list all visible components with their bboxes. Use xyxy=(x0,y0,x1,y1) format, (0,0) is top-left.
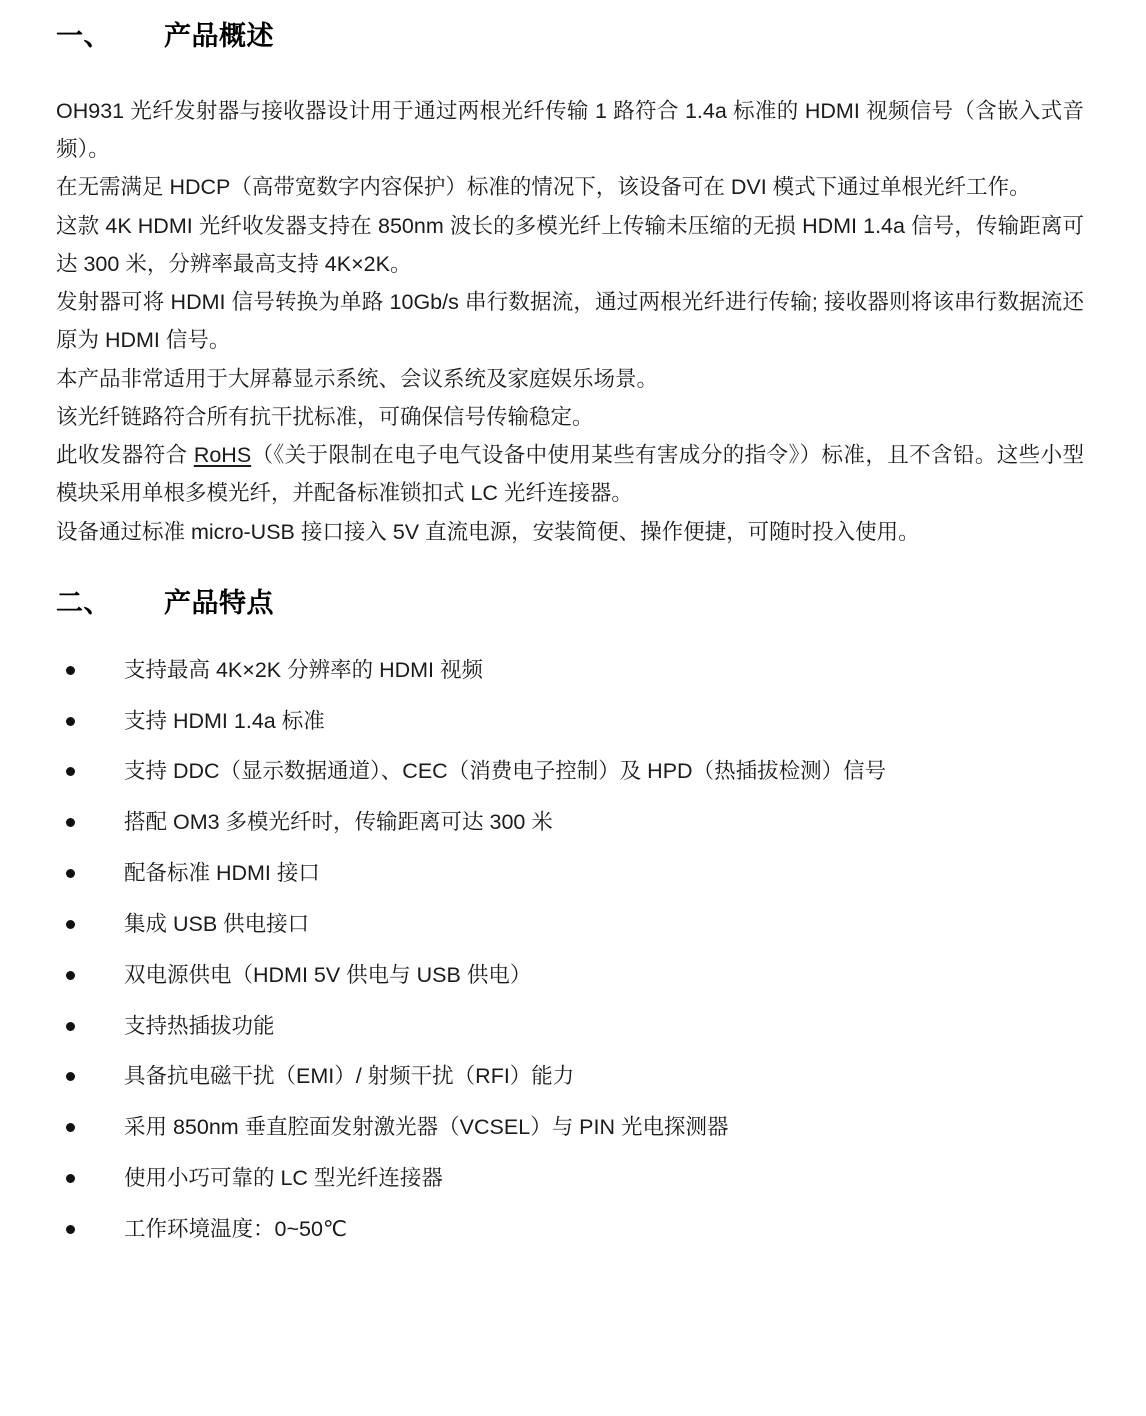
paragraph: 这款 4K HDMI 光纤收发器支持在 850nm 波长的多模光纤上传输未压缩的无损 HDMI 1.4a 信号，传输距离可达 300 米，分辨率最高支持 4K×2K。 xyxy=(56,213,1084,276)
paragraph: OH931 光纤发射器与接收器设计用于通过两根光纤传输 1 路符合 1.4a 标准的 HDMI 视频信号（含嵌入式音频）。 xyxy=(56,98,1084,162)
section-title: 产品特点 xyxy=(164,587,274,618)
list-item-label: 具备抗电磁干扰（EMI）/ 射频干扰（RFI）能力 xyxy=(124,1064,575,1089)
section-heading-overview xyxy=(56,18,1084,56)
overview-paragraphs xyxy=(56,92,1084,551)
list-item-label: 集成 USB 供电接口 xyxy=(124,911,310,936)
list-item-label: 工作环境温度：0~50℃ xyxy=(124,1216,348,1241)
bullet-dot-icon xyxy=(56,907,124,929)
section-number: 二、 xyxy=(56,587,111,618)
features-list xyxy=(56,653,1084,1247)
list-item-label: 使用小巧可靠的 LC 型光纤连接器 xyxy=(124,1166,443,1191)
list-item-label: 采用 850nm 垂直腔面发射激光器（VCSEL）与 PIN 光电探测器 xyxy=(124,1115,729,1140)
paragraph: 在无需满足 HDCP（高带宽数字内容保护）标准的情况下，该设备可在 DVI 模式下通过单根光纤工作。 xyxy=(56,175,1031,200)
section-heading-features xyxy=(56,585,1084,623)
paragraph: 本产品非常适用于大屏幕显示系统、会议系统及家庭娱乐场景。 xyxy=(56,366,659,391)
list-item-label: 支持热插拔功能 xyxy=(124,1013,275,1038)
bullet-dot-icon xyxy=(56,754,124,776)
bullet-dot-icon xyxy=(56,1161,124,1183)
list-item-label: 支持 DDC（显示数据通道）、CEC（消费电子控制）及 HPD（热插拔检测）信号 xyxy=(124,759,887,784)
list-item xyxy=(56,805,1084,840)
bullet-dot-icon xyxy=(56,1212,124,1234)
paragraph: 设备通过标准 micro-USB 接口接入 5V 直流电源，安装简便、操作便捷，可随时投入使用。 xyxy=(56,519,920,544)
paragraph: 发射器可将 HDMI 信号转换为单路 10Gb/s 串行数据流，通过两根光纤进行传输; 接收器则将该串行数据流还原为 HDMI 信号。 xyxy=(56,290,1084,353)
list-item-label: 搭配 OM3 多模光纤时，传输距离可达 300 米 xyxy=(124,810,553,835)
list-item-label: 配备标准 HDMI 接口 xyxy=(124,861,320,886)
paragraph-rohs: 此收发器符合 RoHS（《关于限制在电子电气设备中使用某些有害成分的指令》）标准，且不含铅。这些小型模块采用单根多模光纤，并配备标准锁扣式 LC 光纤连接器。 xyxy=(56,443,1084,506)
list-item xyxy=(56,1110,1084,1145)
section-title: 产品概述 xyxy=(164,21,274,51)
bullet-dot-icon xyxy=(56,1059,124,1081)
list-item xyxy=(56,1161,1084,1196)
list-item xyxy=(56,1059,1084,1094)
paragraph: 该光纤链路符合所有抗干扰标准，可确保信号传输稳定。 xyxy=(56,404,594,429)
list-item-label: 支持 HDMI 1.4a 标准 xyxy=(124,708,325,733)
bullet-dot-icon xyxy=(56,805,124,827)
list-item xyxy=(56,754,1084,789)
list-item xyxy=(56,704,1084,739)
section-number: 一、 xyxy=(56,21,111,51)
bullet-dot-icon xyxy=(56,856,124,878)
list-item xyxy=(56,1212,1084,1247)
list-item-label: 支持最高 4K×2K 分辨率的 HDMI 视频 xyxy=(124,657,483,682)
bullet-dot-icon xyxy=(56,958,124,980)
bullet-dot-icon xyxy=(56,704,124,726)
list-item xyxy=(56,958,1084,993)
list-item xyxy=(56,856,1084,891)
list-item xyxy=(56,1009,1084,1044)
list-item xyxy=(56,653,1084,688)
list-item xyxy=(56,907,1084,942)
bullet-dot-icon xyxy=(56,653,124,675)
bullet-dot-icon xyxy=(56,1009,124,1031)
rohs-underlined-text: RoHS xyxy=(193,443,252,468)
bullet-dot-icon xyxy=(56,1110,124,1132)
list-item-label: 双电源供电（HDMI 5V 供电与 USB 供电） xyxy=(124,962,532,987)
